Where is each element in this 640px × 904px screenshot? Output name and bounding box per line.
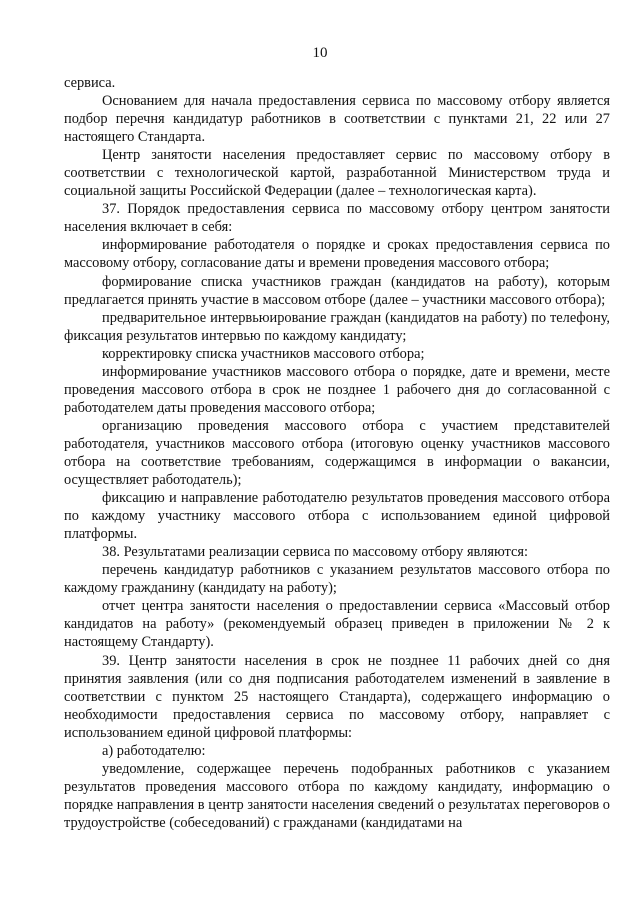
paragraph: 38. Результатами реализации сервиса по массовому отбору являются:	[102, 544, 528, 561]
paragraph: 39. Центр занятости населения в срок не позднее 11 рабочих дней со дня принятия заявления (или со дня подписания работодателем изменений в заявление в соответствии с пунктом 25 настоящего Стандарта), содержащего информацию о необходимости предоставления сервиса по массовому отбору, направляет с использованием единой цифровой платформы:	[64, 652, 610, 741]
paragraph: фиксацию и направление работодателю результатов проведения массового отбора по каждому участнику массового отбора с использованием единой цифровой платформы.	[64, 490, 610, 543]
paragraph: Основанием для начала предоставления сервиса по массовому отбору является подбор перечня кандидатур работников в соответствии с пунктами 21, 22 или 27 настоящего Стандарта.	[64, 93, 610, 146]
paragraph: уведомление, содержащее перечень подобранных работников с указанием результатов проведения массового отбора по каждому кандидату, информацию о порядке направления в центр занятости населения сведений о результатах переговоров о трудоустройстве (собеседований) с гражданами (кандидатами на	[64, 760, 610, 831]
paragraph: организацию проведения массового отбора с участием представителей работодателя, участников массового отбора (итоговую оценку участников массового отбора на соответствие требованиям, содержащимся в информации о вакансии, осуществляет работодатель);	[64, 417, 610, 489]
paragraph: предварительное интервьюирование граждан (кандидатов на работу) по телефону, фиксация результатов интервью по каждому кандидату;	[64, 309, 610, 344]
paragraph: сервиса.	[64, 75, 116, 91]
paragraph: 37. Порядок предоставления сервиса по массовому отбору центром занятости населения включает в себя:	[64, 201, 610, 236]
page-number: 10	[312, 45, 328, 61]
paragraph: перечень кандидатур работников с указанием результатов массового отбора по каждому гражданину (кандидату на работу);	[64, 562, 610, 597]
paragraph: отчет центра занятости населения о предоставлении сервиса «Массовый отбор кандидатов на работу» (рекомендуемый образец приведен в приложении № 2 к настоящему Стандарту).	[64, 598, 610, 651]
paragraph: корректировку списка участников массового отбора;	[102, 345, 425, 362]
paragraph: формирование списка участников граждан (кандидатов на работу), которым предлагается принять участие в массовом отборе (далее – участники массового отбора);	[64, 273, 610, 308]
paragraph: информирование участников массового отбора о порядке, дате и времени, месте проведения массового отбора в срок не позднее 1 рабочего дня до согласованной с работодателем даты проведения массового отбора;	[64, 363, 610, 416]
paragraph: информирование работодателя о порядке и сроках предоставления сервиса по массовому отбору, согласование даты и времени проведения массового отбора;	[64, 237, 610, 272]
paragraph: Центр занятости населения предоставляет сервис по массовому отбору в соответствии с технологической картой, разработанной Министерством труда и социальной защиты Российской Федерации (далее – технологическая карта).	[64, 147, 610, 200]
document-body	[64, 74, 610, 832]
paragraph: а) работодателю:	[102, 742, 206, 759]
